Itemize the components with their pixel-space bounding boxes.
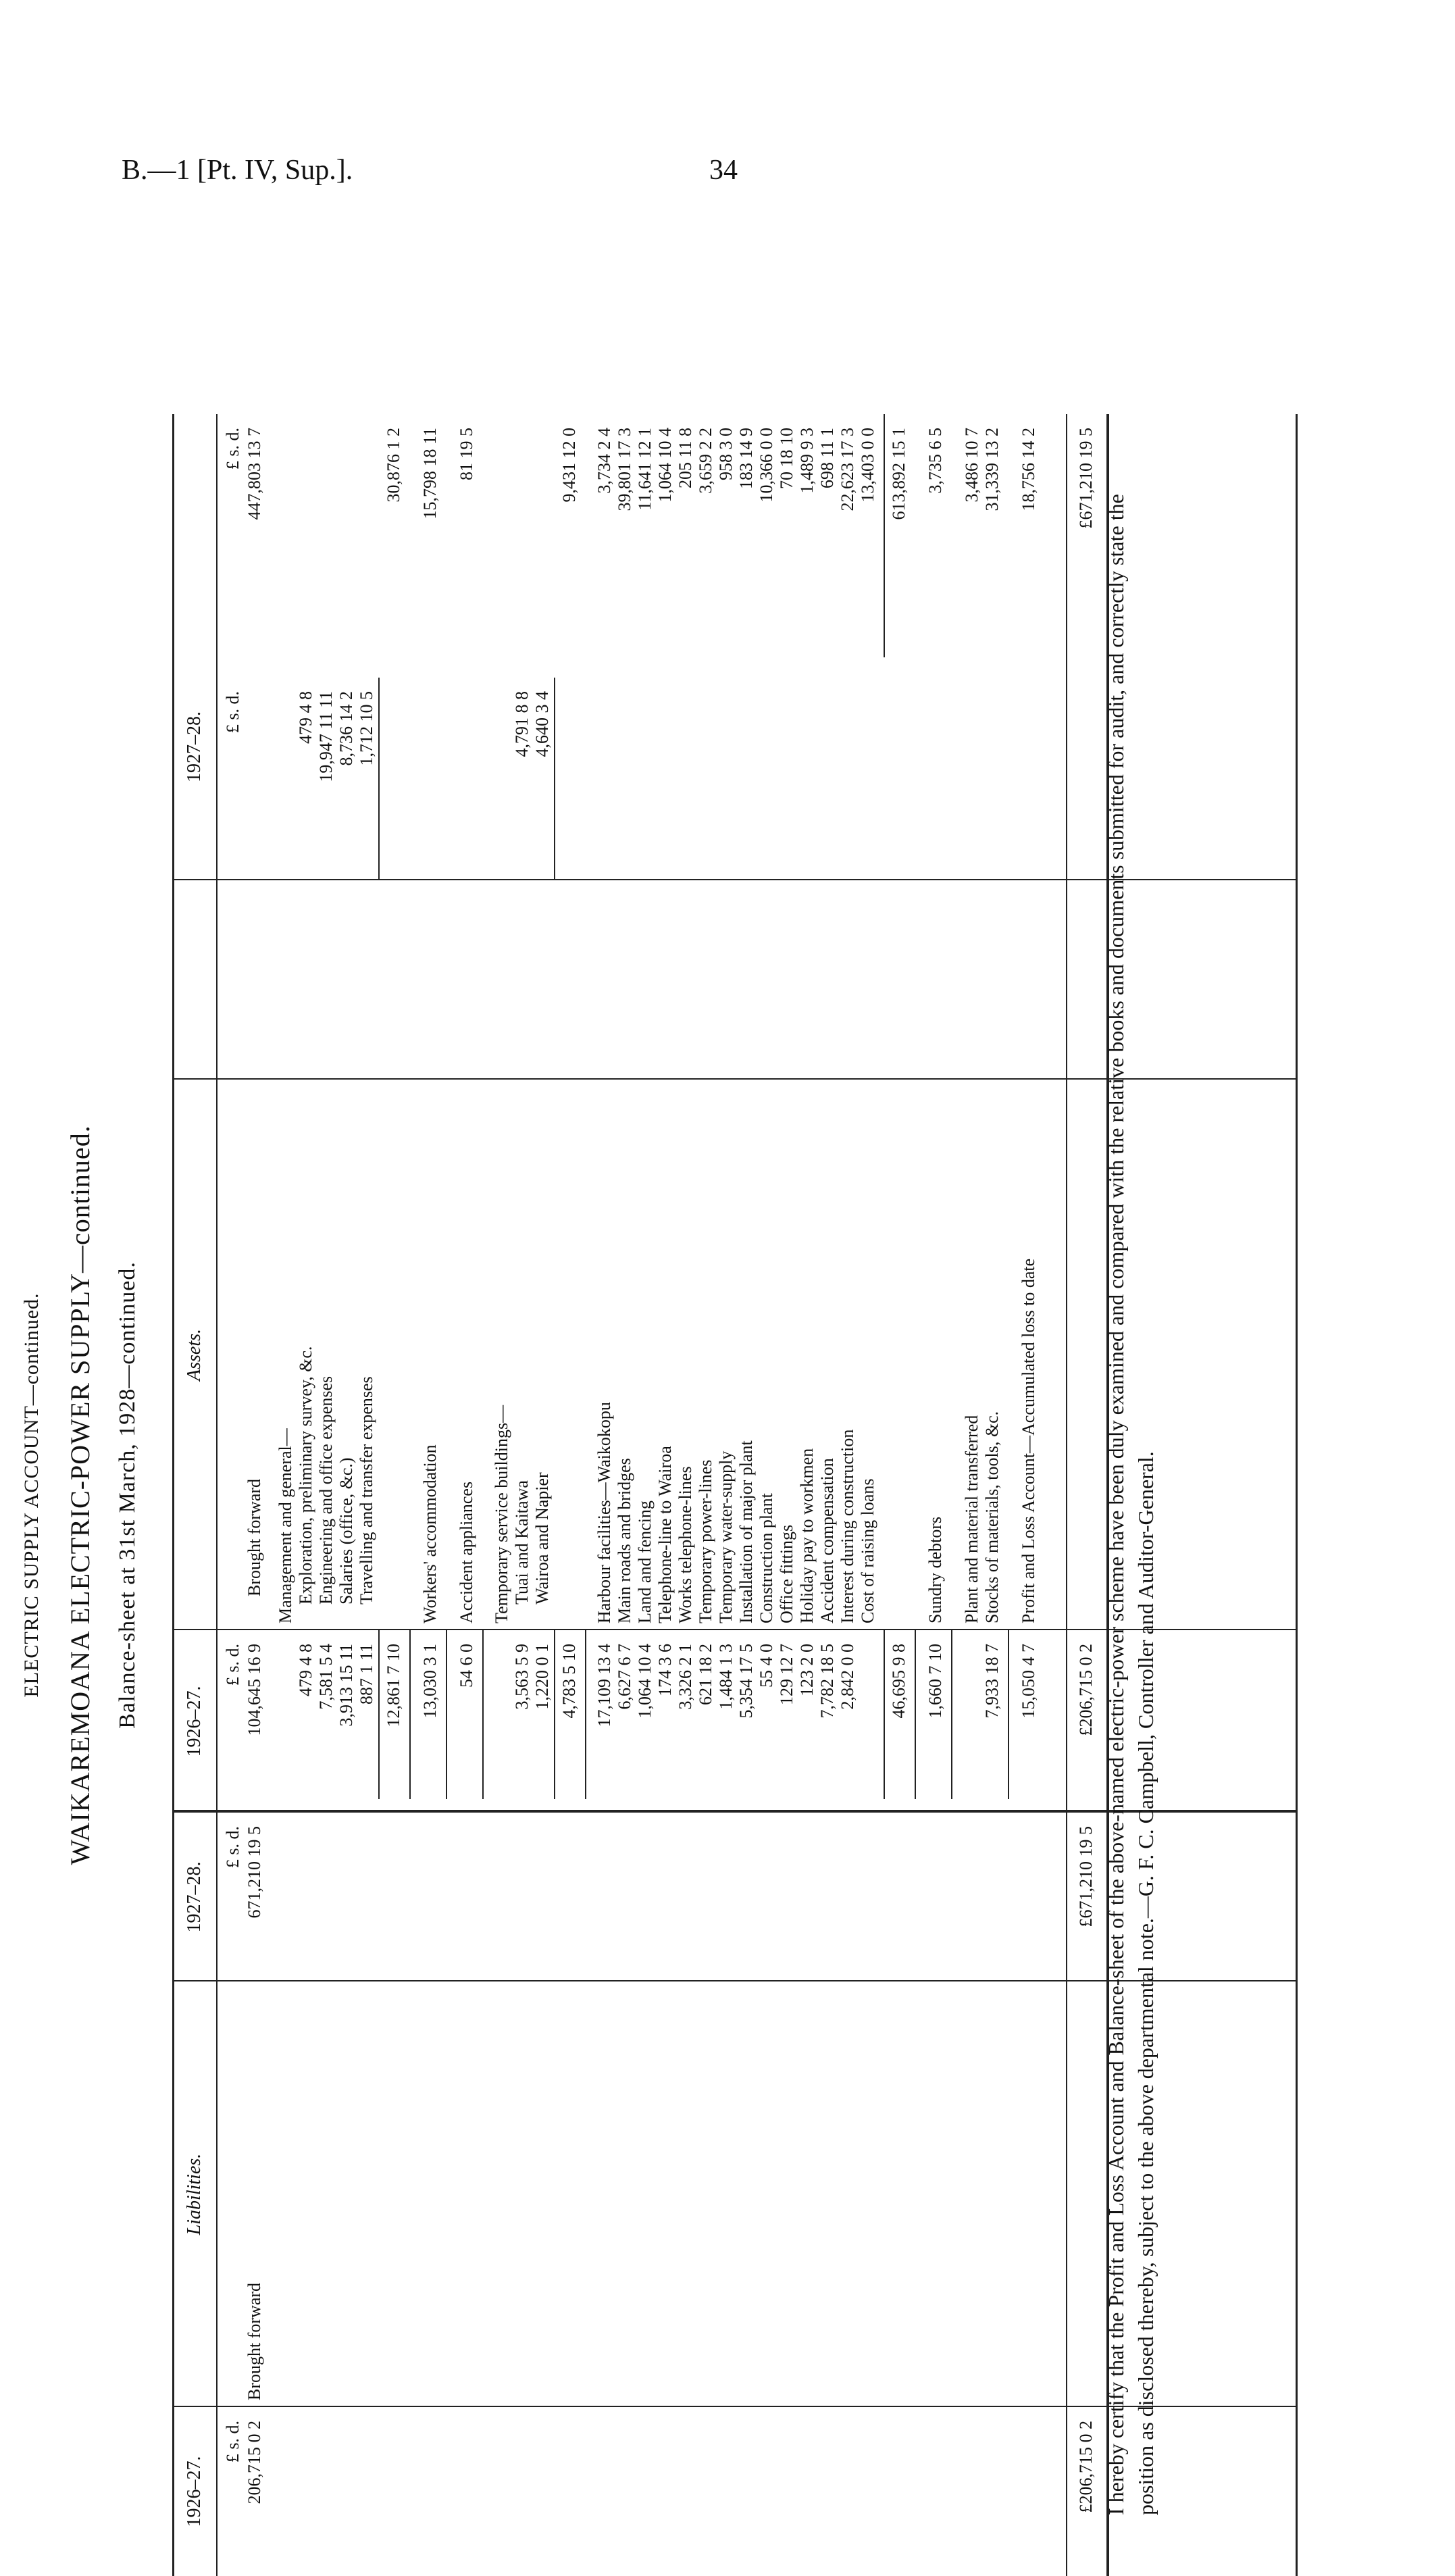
header-liabilities: Liabilities.	[184, 2153, 205, 2236]
workers-accommodation-label: Workers' accommodation	[420, 1444, 440, 1623]
misc-item-1926: 55 4 0	[757, 1644, 776, 1688]
management-heading: Management and general—	[276, 1428, 295, 1623]
misc-item-1927: 1,489 9 3	[797, 428, 817, 494]
misc-item-1926: 123 2 0	[797, 1644, 817, 1696]
misc-item-1926: 1,484 1 3	[716, 1644, 736, 1710]
misc-item-1926: 17,109 13 4	[594, 1644, 614, 1727]
misc-item-1927: 22,623 17 3	[838, 428, 857, 511]
misc-item-1927: 958 3 0	[716, 428, 736, 480]
document-reference: B.—1 [Pt. IV, Sup.].	[122, 155, 353, 186]
misc-item-label: Cost of raising loans	[858, 1478, 877, 1623]
asset-1927-brought-forward: 447,803 13 7	[245, 428, 264, 520]
liab-1927-brought-forward: 671,210 19 5	[245, 1826, 264, 1919]
workers-accommodation-1926: 13,030 3 1	[420, 1644, 440, 1719]
misc-item-1926: 129 12 7	[777, 1644, 796, 1705]
sum-rule	[585, 1630, 586, 1799]
titles-block	[0, 414, 176, 2576]
management-item-1926: 887 1 11	[357, 1644, 376, 1705]
account-title: ELECTRIC SUPPLY ACCOUNT—continued.	[20, 1292, 43, 1698]
sum-rule	[554, 1630, 555, 1799]
lsd-label: £ s. d.	[223, 2421, 242, 2463]
misc-item-label: Construction plant	[757, 1493, 776, 1623]
management-item-1926: 3,913 15 11	[336, 1644, 356, 1727]
misc-item-1926: 1,064 10 4	[635, 1644, 655, 1719]
header-asset-1927: 1927–28.	[184, 711, 205, 782]
misc-item-1927: 10,366 0 0	[757, 428, 776, 503]
lsd-label: £ s. d.	[223, 1826, 242, 1869]
misc-item-1926: 621 18 2	[696, 1644, 715, 1705]
misc-item-label: Temporary water-supply	[716, 1450, 736, 1623]
subtotal-1927: 613,892 15 1	[889, 428, 909, 520]
stores-item-1927: 31,339 13 2	[982, 428, 1002, 511]
sum-rule	[378, 1630, 380, 1799]
stores-item-1926: 7,933 18 7	[982, 1644, 1002, 1719]
misc-item-label: Temporary power-lines	[696, 1459, 715, 1623]
rotated-balance-sheet	[0, 414, 1283, 2576]
asset-1926-brought-forward: 104,645 16 9	[245, 1644, 264, 1736]
header-liab-1927: 1927–28.	[184, 1861, 205, 1933]
asset-1927-total: £671,210 19 5	[1076, 428, 1096, 529]
misc-item-1926: 3,326 2 1	[675, 1644, 695, 1710]
sum-rule	[884, 1630, 885, 1799]
management-total-1926: 12,861 7 10	[384, 1644, 403, 1727]
misc-item-label: Office fittings	[777, 1524, 796, 1623]
management-item-1927: 479 4 8	[296, 691, 315, 744]
misc-item-1927: 11,641 12 1	[635, 428, 655, 511]
stores-item-1927: 3,486 10 7	[962, 428, 981, 503]
management-item-1927: 19,947 11 11	[316, 691, 336, 782]
temp-buildings-heading: Temporary service buildings—	[492, 1405, 511, 1623]
management-item: Travelling and transfer expenses	[357, 1376, 376, 1605]
management-item-1927: 8,736 14 2	[336, 691, 356, 766]
sheet-title: Balance-sheet at 31st March, 1928—continued.	[115, 1261, 140, 1729]
profit-loss-1927: 18,756 14 2	[1019, 428, 1038, 511]
workers-accommodation-1927: 15,798 18 11	[420, 428, 440, 520]
management-item: Engineering and office expenses	[316, 1375, 336, 1605]
misc-item-1927: 39,801 17 3	[615, 428, 634, 511]
sundry-debtors-1927: 3,735 6 5	[925, 428, 945, 494]
sum-rule	[951, 1630, 952, 1799]
accident-appliances-1927: 81 19 5	[457, 428, 476, 480]
accident-appliances-1926: 54 6 0	[457, 1644, 476, 1688]
liab-1926-brought-forward: 206,715 0 2	[245, 2421, 264, 2504]
management-item-1927: 1,712 10 5	[357, 691, 376, 766]
header-assets: Assets.	[184, 1329, 205, 1381]
management-item: Exploration, preliminary survey, &c.	[296, 1346, 315, 1605]
audit-certificate: I hereby certify that the Profit and Loss Account and Balance-sheet of the above-named electric-power scheme have been duly examined and compared with the relative books and documents submitted for audit, and correctly state the position as disclosed thereby, subject to the above departmental note.—G. F. C. Campbell, Controller and Auditor-General.	[1104, 494, 1158, 2515]
misc-item-1927: 698 11 1	[817, 428, 837, 489]
misc-item-1926: 7,782 18 5	[817, 1644, 837, 1719]
misc-item-label: Holiday pay to workmen	[797, 1448, 817, 1623]
lsd-label: £ s. d.	[223, 691, 242, 734]
misc-item-1927: 3,659 2 2	[696, 428, 715, 494]
management-item: Salaries (office, &c.)	[336, 1457, 356, 1605]
scheme-title: WAIKAREMOANA ELECTRIC-POWER SUPPLY—continued.	[65, 1125, 95, 1865]
temp-buildings-total-1926: 4,783 5 10	[559, 1644, 579, 1719]
lsd-label: £ s. d.	[223, 428, 242, 470]
temp-building-item: Tuai and Kaitawa	[512, 1480, 532, 1605]
misc-item-label: Harbour facilities—Waikokopu	[594, 1402, 614, 1623]
misc-item-1926: 174 3 6	[655, 1644, 675, 1696]
misc-item-1926: 2,842 0 0	[838, 1644, 857, 1710]
management-item-1926: 7,581 5 4	[316, 1644, 336, 1710]
liab-1927-total: £671,210 19 5	[1076, 1826, 1096, 1927]
misc-item-1926: 5,354 17 5	[736, 1644, 756, 1719]
misc-item-1927: 205 11 8	[675, 428, 695, 489]
misc-item-label: Telephone-line to Wairoa	[655, 1446, 675, 1623]
stores-item-label: Stocks of materials, tools, &c.	[982, 1411, 1002, 1623]
sum-rule	[446, 1630, 447, 1799]
sum-rule	[915, 1630, 916, 1799]
misc-item-1927: 1,064 10 4	[655, 428, 675, 503]
sum-rule	[554, 678, 555, 880]
subtotal-1926: 46,695 9 8	[889, 1644, 909, 1719]
profit-loss-1926: 15,050 4 7	[1019, 1644, 1038, 1719]
accident-appliances-label: Accident appliances	[457, 1481, 476, 1623]
sundry-debtors-1926: 1,660 7 10	[925, 1644, 945, 1719]
temp-building-1927: 4,791 8 8	[512, 691, 532, 757]
sum-rule	[378, 678, 380, 880]
page-header	[0, 154, 1455, 195]
asset-brought-forward-label: Brought forward	[245, 1478, 264, 1596]
temp-buildings-total-1927: 9,431 12 0	[559, 428, 579, 503]
temp-building-1927: 4,640 3 4	[532, 691, 552, 757]
misc-item-1927: 183 14 9	[736, 428, 756, 489]
header-asset-1926: 1926–27.	[184, 1686, 205, 1757]
sum-rule	[884, 414, 885, 657]
stores-item-label: Plant and material transferred	[962, 1415, 981, 1623]
management-item-1926: 479 4 8	[296, 1644, 315, 1696]
sum-rule	[409, 1630, 411, 1799]
misc-item-label: Installation of major plant	[736, 1440, 756, 1623]
misc-item-1927: 70 18 10	[777, 428, 796, 489]
temp-building-item: Wairoa and Napier	[532, 1472, 552, 1605]
profit-loss-label: Profit and Loss Account—Accumulated loss to date	[1019, 1258, 1038, 1623]
misc-item-label: Accident compensation	[817, 1458, 837, 1623]
temp-building-1926: 3,563 5 9	[512, 1644, 532, 1710]
asset-1926-total: £206,715 0 2	[1076, 1644, 1096, 1736]
liab-brought-forward-label: Brought forward	[245, 2282, 264, 2400]
misc-item-label: Works telephone-lines	[675, 1466, 695, 1623]
sum-rule	[1008, 1630, 1009, 1799]
misc-item-1927: 13,403 0 0	[858, 428, 877, 503]
misc-item-1926: 6,627 6 7	[615, 1644, 634, 1710]
header-liab-1926: 1926–27.	[184, 2456, 205, 2527]
misc-item-label: Land and fencing	[635, 1500, 655, 1623]
misc-item-1927: 3,734 2 4	[594, 428, 614, 494]
total-rule	[1066, 414, 1067, 2576]
sum-rule	[482, 1630, 484, 1799]
misc-item-label: Interest during construction	[838, 1429, 857, 1623]
lsd-label: £ s. d.	[223, 1644, 242, 1686]
temp-building-1926: 1,220 0 1	[532, 1644, 552, 1710]
sundry-debtors-label: Sundry debtors	[925, 1516, 945, 1623]
header-rule	[216, 414, 218, 2576]
management-total-1927: 30,876 1 2	[384, 428, 403, 503]
misc-item-label: Main roads and bridges	[615, 1458, 634, 1623]
page-number: 34	[709, 155, 738, 186]
liab-1926-total: £206,715 0 2	[1076, 2421, 1096, 2513]
